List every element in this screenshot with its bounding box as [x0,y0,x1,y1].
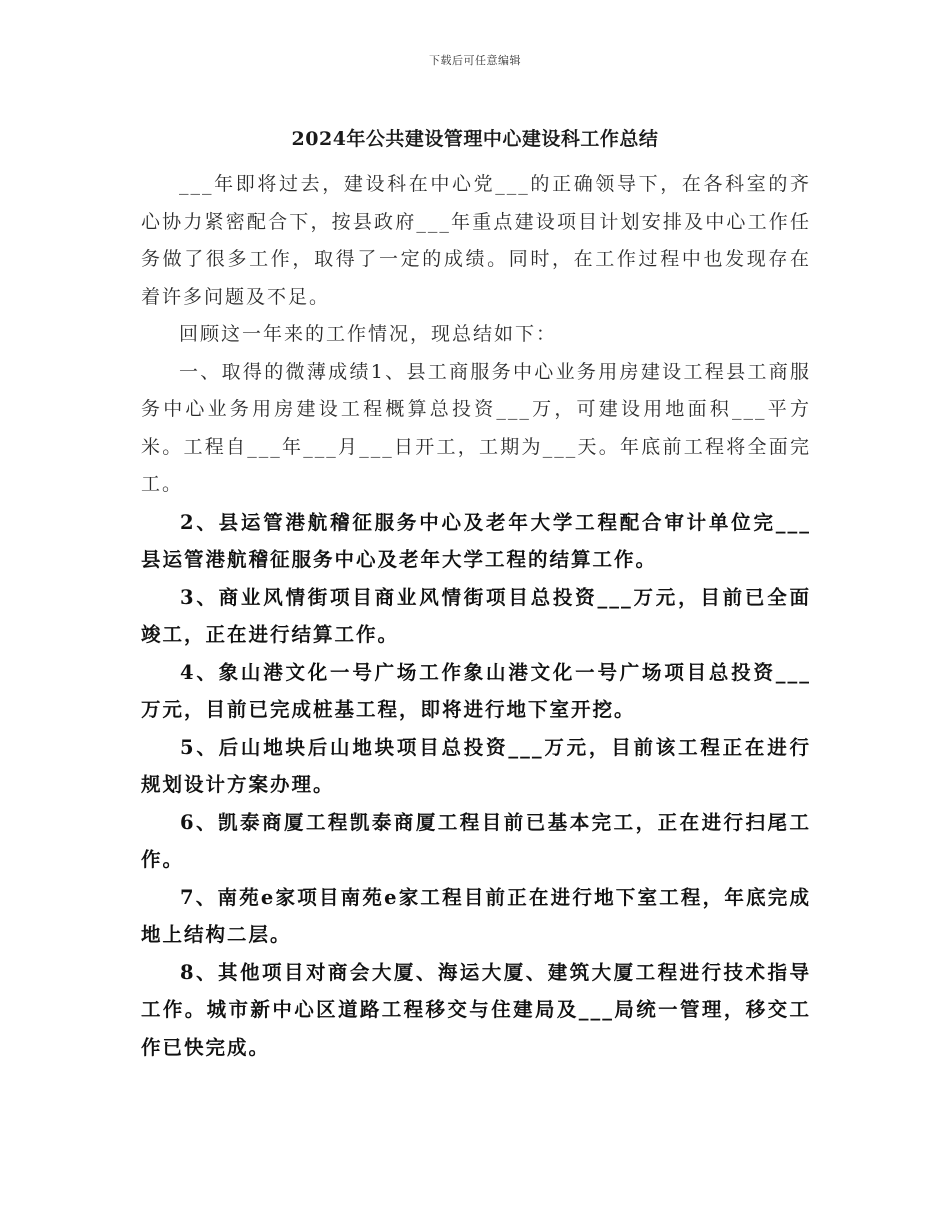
paragraph-achievement-1: 一、取得的微薄成绩1、县工商服务中心业务用房建设工程县工商服务中心业务用房建设工程概算总投资___万，可建设用地面积___平方米。工程自___年___月___日开工，工期为___天。年底前工程将全面完工。 [141,360,811,495]
paragraph-achievement-3: 3、商业风情街项目商业风情街项目总投资___万元，目前已全面竣工，正在进行结算工作。 [141,585,811,646]
paragraph-achievement-7: 7、南苑e家项目南苑e家工程目前正在进行地下室工程，年底完成地上结构二层。 [141,885,811,946]
paragraph-achievement-6: 6、凯泰商厦工程凯泰商厦工程目前已基本完工，正在进行扫尾工作。 [141,810,811,871]
document-body [141,166,811,1066]
paragraph-achievement-4: 4、象山港文化一号广场工作象山港文化一号广场项目总投资___万元，目前已完成桩基工程，即将进行地下室开挖。 [141,660,811,721]
paragraph-achievement-8: 8、其他项目对商会大厦、海运大厦、建筑大厦工程进行技术指导工作。城市新中心区道路工程移交与住建局及___局统一管理，移交工作已快完成。 [141,960,811,1059]
paragraph-intro: ___年即将过去，建设科在中心党___的正确领导下，在各科室的齐心协力紧密配合下，按县政府___年重点建设项目计划安排及中心工作任务做了很多工作，取得了一定的成绩。同时，在工作过程中也发现存在着许多问题及不足。 [141,173,811,308]
page-header-note: 下载后可任意编辑 [429,54,521,67]
paragraph-review: 回顾这一年来的工作情况，现总结如下： [179,323,558,345]
paragraph-achievement-5: 5、后山地块后山地块项目总投资___万元，目前该工程正在进行规划设计方案办理。 [141,735,811,796]
document-title: 2024年公共建设管理中心建设科工作总结 [291,128,659,150]
paragraph-achievement-2: 2、县运管港航稽征服务中心及老年大学工程配合审计单位完___县运管港航稽征服务中心及老年大学工程的结算工作。 [141,510,811,571]
